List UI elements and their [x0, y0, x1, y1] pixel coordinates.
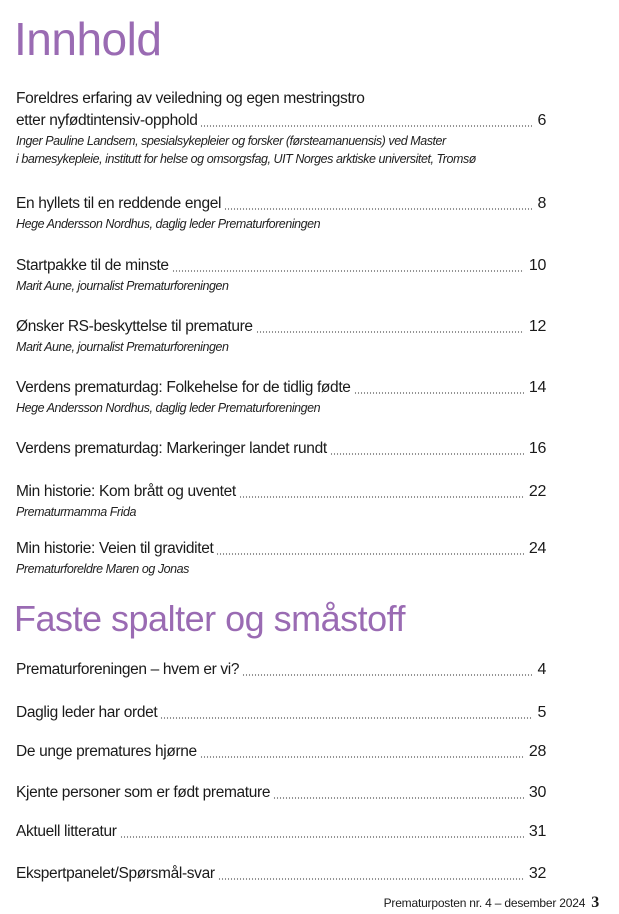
entry-page: 24: [528, 540, 546, 557]
page-footer: [384, 894, 599, 912]
dot-leader: [224, 208, 532, 210]
entry-author: Inger Pauline Landsem, spesialsykepleier og forsker (førsteamanuensis) ved Master: [16, 134, 446, 148]
dot-leader: [160, 717, 532, 719]
toc-entry[interactable]: [16, 702, 546, 724]
toc-entry[interactable]: [16, 316, 546, 356]
dot-leader: [120, 836, 524, 838]
contents-heading: Innhold: [14, 13, 162, 65]
entry-page: 4: [537, 661, 546, 678]
toc-entry[interactable]: [16, 88, 546, 168]
dot-leader: [218, 878, 524, 880]
dot-leader: [256, 331, 524, 333]
toc-entry[interactable]: [16, 255, 546, 295]
toc-entry[interactable]: [16, 821, 546, 843]
entry-title: Min historie: Veien til graviditet: [16, 540, 214, 557]
entry-title: Prematurforeningen – hvem er vi?: [16, 661, 240, 678]
dot-leader: [330, 453, 524, 455]
entry-page: 12: [528, 318, 546, 335]
dot-leader: [200, 125, 532, 127]
entry-page: 31: [528, 823, 546, 840]
entry-title-line: Foreldres erfaring av veiledning og egen mestringstro: [16, 90, 365, 107]
entry-title: etter nyfødtintensiv-opphold: [16, 112, 198, 129]
entry-title: Verdens prematurdag: Markeringer landet rundt: [16, 440, 327, 457]
toc-entry[interactable]: [16, 438, 546, 460]
toc-entry[interactable]: [16, 659, 546, 681]
entry-page: 32: [528, 865, 546, 882]
dot-leader: [216, 553, 523, 555]
entry-title: Ekspertpanelet/Spørsmål-svar: [16, 865, 215, 882]
entry-title: Min historie: Kom brått og uventet: [16, 483, 236, 500]
entry-page: 5: [537, 704, 546, 721]
entry-title: Verdens prematurdag: Folkehelse for de tidlig fødte: [16, 379, 351, 396]
toc-entry[interactable]: [16, 782, 546, 804]
entry-page: 10: [528, 257, 546, 274]
dot-leader: [242, 674, 532, 676]
entry-title: Aktuell litteratur: [16, 823, 117, 840]
entry-author: Hege Andersson Nordhus, daglig leder Prematurforeningen: [16, 217, 321, 231]
dot-leader: [273, 797, 524, 799]
publication-info: Prematurposten nr. 4 – desember 2024: [383, 896, 586, 910]
toc-entry[interactable]: [16, 377, 546, 417]
entry-title: Startpakke til de minste: [16, 257, 169, 274]
entry-page: 30: [528, 784, 546, 801]
entry-title: Ønsker RS-beskyttelse til premature: [16, 318, 253, 335]
toc-entry[interactable]: [16, 741, 546, 763]
dot-leader: [239, 496, 524, 498]
entry-title: De unge prematures hjørne: [16, 743, 197, 760]
entry-page: 6: [537, 112, 546, 129]
dot-leader: [200, 756, 524, 758]
entry-author: Hege Andersson Nordhus, daglig leder Prematurforeningen: [16, 401, 321, 415]
entry-title: Daglig leder har ordet: [16, 704, 158, 721]
entry-page: 28: [528, 743, 546, 760]
page-number: 3: [591, 894, 599, 911]
entry-title: Kjente personer som er født premature: [16, 784, 271, 801]
entry-author: Marit Aune, journalist Prematurforeningen: [16, 279, 229, 293]
entry-page: 16: [528, 440, 546, 457]
entry-title: En hyllets til en reddende engel: [16, 195, 222, 212]
toc-entry[interactable]: [16, 863, 546, 885]
entry-page: 22: [528, 483, 546, 500]
dot-leader: [354, 392, 524, 394]
dot-leader: [172, 270, 524, 272]
entry-author: Prematurforeldre Maren og Jonas: [16, 562, 189, 576]
entry-author: Marit Aune, journalist Prematurforeningen: [16, 340, 229, 354]
entry-page: 14: [528, 379, 546, 396]
entry-author: Prematurmamma Frida: [16, 505, 136, 519]
columns-heading: Faste spalter og småstoff: [14, 598, 406, 639]
toc-entry[interactable]: [16, 481, 546, 521]
toc-entry[interactable]: [16, 193, 546, 233]
entry-author: i barnesykepleie, institutt for helse og omsorgsfag, UIT Norges arktiske universitet, Tromsø: [16, 152, 476, 166]
toc-entry[interactable]: [16, 538, 546, 578]
entry-page: 8: [537, 195, 546, 212]
